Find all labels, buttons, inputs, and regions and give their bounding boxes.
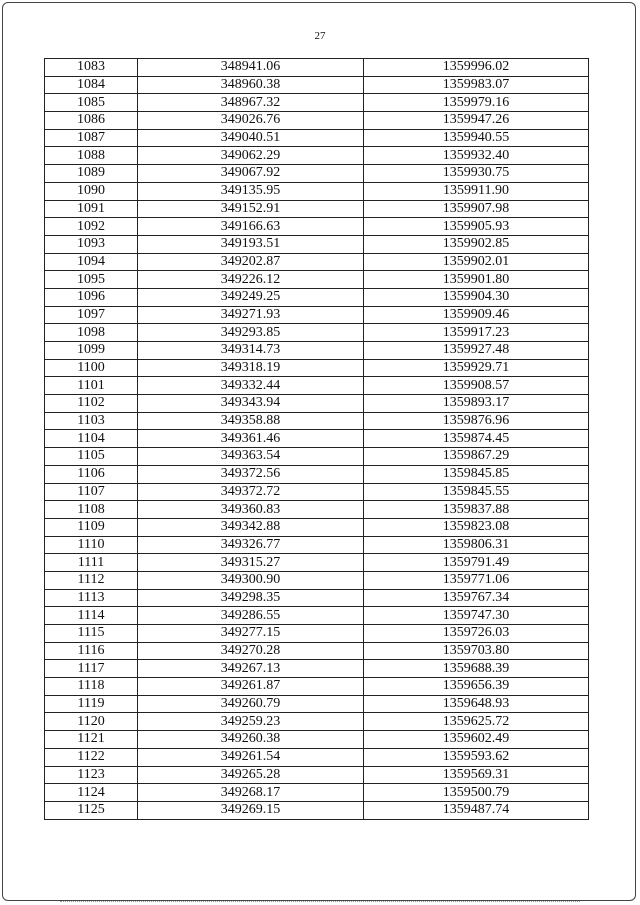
point-number-cell: 1099 [45, 342, 138, 360]
point-number-cell: 1104 [45, 430, 138, 448]
point-number-cell: 1111 [45, 554, 138, 572]
table-row [45, 218, 589, 236]
y-coordinate-cell: 1359703.80 [364, 642, 589, 660]
point-number-cell: 1096 [45, 288, 138, 306]
y-coordinate-cell: 1359656.39 [364, 678, 589, 696]
y-coordinate-cell: 1359911.90 [364, 182, 589, 200]
y-coordinate-cell: 1359747.30 [364, 607, 589, 625]
table-row [45, 501, 589, 519]
y-coordinate-cell: 1359930.75 [364, 165, 589, 183]
table-row [45, 695, 589, 713]
y-coordinate-cell: 1359917.23 [364, 324, 589, 342]
point-number-cell: 1115 [45, 625, 138, 643]
point-number-cell: 1097 [45, 306, 138, 324]
point-number-cell: 1100 [45, 359, 138, 377]
y-coordinate-cell: 1359845.55 [364, 483, 589, 501]
y-coordinate-cell: 1359845.85 [364, 465, 589, 483]
x-coordinate-cell: 349260.79 [138, 695, 364, 713]
y-coordinate-cell: 1359996.02 [364, 59, 589, 77]
table-row [45, 182, 589, 200]
y-coordinate-cell: 1359726.03 [364, 625, 589, 643]
y-coordinate-cell: 1359837.88 [364, 501, 589, 519]
y-coordinate-cell: 1359767.34 [364, 589, 589, 607]
y-coordinate-cell: 1359907.98 [364, 200, 589, 218]
point-number-cell: 1084 [45, 76, 138, 94]
x-coordinate-cell: 349314.73 [138, 342, 364, 360]
x-coordinate-cell: 348960.38 [138, 76, 364, 94]
x-coordinate-cell: 349342.88 [138, 518, 364, 536]
x-coordinate-cell: 349277.15 [138, 625, 364, 643]
point-number-cell: 1106 [45, 465, 138, 483]
x-coordinate-cell: 349226.12 [138, 271, 364, 289]
table-row [45, 801, 589, 819]
point-number-cell: 1089 [45, 165, 138, 183]
table-row [45, 731, 589, 749]
point-number-cell: 1101 [45, 377, 138, 395]
x-coordinate-cell: 349026.76 [138, 112, 364, 130]
x-coordinate-cell: 349286.55 [138, 607, 364, 625]
x-coordinate-cell: 349298.35 [138, 589, 364, 607]
x-coordinate-cell: 349300.90 [138, 571, 364, 589]
y-coordinate-cell: 1359927.48 [364, 342, 589, 360]
y-coordinate-cell: 1359947.26 [364, 112, 589, 130]
table-row [45, 147, 589, 165]
point-number-cell: 1118 [45, 678, 138, 696]
point-number-cell: 1107 [45, 483, 138, 501]
x-coordinate-cell: 349332.44 [138, 377, 364, 395]
y-coordinate-cell: 1359979.16 [364, 94, 589, 112]
table-row [45, 430, 589, 448]
table-row [45, 766, 589, 784]
point-number-cell: 1112 [45, 571, 138, 589]
x-coordinate-cell: 349318.19 [138, 359, 364, 377]
y-coordinate-cell: 1359602.49 [364, 731, 589, 749]
table-row [45, 713, 589, 731]
point-number-cell: 1119 [45, 695, 138, 713]
point-number-cell: 1087 [45, 129, 138, 147]
point-number-cell: 1098 [45, 324, 138, 342]
point-number-cell: 1092 [45, 218, 138, 236]
y-coordinate-cell: 1359806.31 [364, 536, 589, 554]
table-row [45, 200, 589, 218]
table-row [45, 660, 589, 678]
table-row [45, 748, 589, 766]
x-coordinate-cell: 349270.28 [138, 642, 364, 660]
table-row [45, 465, 589, 483]
x-coordinate-cell: 349067.92 [138, 165, 364, 183]
coordinates-table [44, 58, 589, 820]
y-coordinate-cell: 1359874.45 [364, 430, 589, 448]
point-number-cell: 1088 [45, 147, 138, 165]
x-coordinate-cell: 349268.17 [138, 784, 364, 802]
y-coordinate-cell: 1359905.93 [364, 218, 589, 236]
x-coordinate-cell: 349166.63 [138, 218, 364, 236]
point-number-cell: 1109 [45, 518, 138, 536]
table-row [45, 536, 589, 554]
y-coordinate-cell: 1359823.08 [364, 518, 589, 536]
point-number-cell: 1125 [45, 801, 138, 819]
x-coordinate-cell: 349361.46 [138, 430, 364, 448]
point-number-cell: 1085 [45, 94, 138, 112]
x-coordinate-cell: 349261.54 [138, 748, 364, 766]
x-coordinate-cell: 349315.27 [138, 554, 364, 572]
y-coordinate-cell: 1359901.80 [364, 271, 589, 289]
y-coordinate-cell: 1359983.07 [364, 76, 589, 94]
x-coordinate-cell: 349343.94 [138, 395, 364, 413]
table-row [45, 112, 589, 130]
y-coordinate-cell: 1359909.46 [364, 306, 589, 324]
x-coordinate-cell: 349293.85 [138, 324, 364, 342]
y-coordinate-cell: 1359688.39 [364, 660, 589, 678]
bottom-divider [60, 901, 580, 902]
x-coordinate-cell: 349261.87 [138, 678, 364, 696]
table-row [45, 483, 589, 501]
table-row [45, 288, 589, 306]
point-number-cell: 1124 [45, 784, 138, 802]
point-number-cell: 1108 [45, 501, 138, 519]
point-number-cell: 1122 [45, 748, 138, 766]
x-coordinate-cell: 349193.51 [138, 235, 364, 253]
table-row [45, 165, 589, 183]
table-row [45, 518, 589, 536]
y-coordinate-cell: 1359771.06 [364, 571, 589, 589]
x-coordinate-cell: 349363.54 [138, 448, 364, 466]
point-number-cell: 1123 [45, 766, 138, 784]
table-row [45, 377, 589, 395]
table-row [45, 59, 589, 77]
point-number-cell: 1120 [45, 713, 138, 731]
x-coordinate-cell: 349271.93 [138, 306, 364, 324]
y-coordinate-cell: 1359929.71 [364, 359, 589, 377]
x-coordinate-cell: 349259.23 [138, 713, 364, 731]
table-row [45, 253, 589, 271]
point-number-cell: 1105 [45, 448, 138, 466]
x-coordinate-cell: 349269.15 [138, 801, 364, 819]
y-coordinate-cell: 1359867.29 [364, 448, 589, 466]
y-coordinate-cell: 1359500.79 [364, 784, 589, 802]
table-row [45, 94, 589, 112]
y-coordinate-cell: 1359487.74 [364, 801, 589, 819]
table-row [45, 76, 589, 94]
y-coordinate-cell: 1359876.96 [364, 412, 589, 430]
table-row [45, 554, 589, 572]
x-coordinate-cell: 349267.13 [138, 660, 364, 678]
point-number-cell: 1103 [45, 412, 138, 430]
table-row [45, 571, 589, 589]
table-row [45, 607, 589, 625]
table-row [45, 448, 589, 466]
x-coordinate-cell: 349260.38 [138, 731, 364, 749]
x-coordinate-cell: 349040.51 [138, 129, 364, 147]
point-number-cell: 1086 [45, 112, 138, 130]
y-coordinate-cell: 1359593.62 [364, 748, 589, 766]
y-coordinate-cell: 1359625.72 [364, 713, 589, 731]
table-row [45, 678, 589, 696]
y-coordinate-cell: 1359791.49 [364, 554, 589, 572]
x-coordinate-cell: 348967.32 [138, 94, 364, 112]
point-number-cell: 1102 [45, 395, 138, 413]
coordinates-table-body [45, 59, 589, 820]
point-number-cell: 1113 [45, 589, 138, 607]
x-coordinate-cell: 349062.29 [138, 147, 364, 165]
point-number-cell: 1121 [45, 731, 138, 749]
x-coordinate-cell: 349135.95 [138, 182, 364, 200]
x-coordinate-cell: 348941.06 [138, 59, 364, 77]
x-coordinate-cell: 349360.83 [138, 501, 364, 519]
y-coordinate-cell: 1359932.40 [364, 147, 589, 165]
point-number-cell: 1116 [45, 642, 138, 660]
table-row [45, 324, 589, 342]
point-number-cell: 1093 [45, 235, 138, 253]
point-number-cell: 1083 [45, 59, 138, 77]
table-row [45, 235, 589, 253]
y-coordinate-cell: 1359648.93 [364, 695, 589, 713]
table-row [45, 642, 589, 660]
table-row [45, 306, 589, 324]
point-number-cell: 1090 [45, 182, 138, 200]
y-coordinate-cell: 1359902.85 [364, 235, 589, 253]
point-number-cell: 1110 [45, 536, 138, 554]
x-coordinate-cell: 349265.28 [138, 766, 364, 784]
point-number-cell: 1095 [45, 271, 138, 289]
table-row [45, 271, 589, 289]
x-coordinate-cell: 349372.56 [138, 465, 364, 483]
table-row [45, 625, 589, 643]
point-number-cell: 1091 [45, 200, 138, 218]
point-number-cell: 1114 [45, 607, 138, 625]
y-coordinate-cell: 1359904.30 [364, 288, 589, 306]
x-coordinate-cell: 349326.77 [138, 536, 364, 554]
x-coordinate-cell: 349202.87 [138, 253, 364, 271]
x-coordinate-cell: 349152.91 [138, 200, 364, 218]
table-row [45, 129, 589, 147]
table-row [45, 359, 589, 377]
table-row [45, 412, 589, 430]
y-coordinate-cell: 1359893.17 [364, 395, 589, 413]
point-number-cell: 1094 [45, 253, 138, 271]
table-row [45, 589, 589, 607]
x-coordinate-cell: 349358.88 [138, 412, 364, 430]
y-coordinate-cell: 1359569.31 [364, 766, 589, 784]
table-row [45, 342, 589, 360]
x-coordinate-cell: 349372.72 [138, 483, 364, 501]
table-row [45, 784, 589, 802]
y-coordinate-cell: 1359908.57 [364, 377, 589, 395]
x-coordinate-cell: 349249.25 [138, 288, 364, 306]
page-number: 27 [314, 30, 326, 42]
y-coordinate-cell: 1359902.01 [364, 253, 589, 271]
table-row [45, 395, 589, 413]
point-number-cell: 1117 [45, 660, 138, 678]
y-coordinate-cell: 1359940.55 [364, 129, 589, 147]
